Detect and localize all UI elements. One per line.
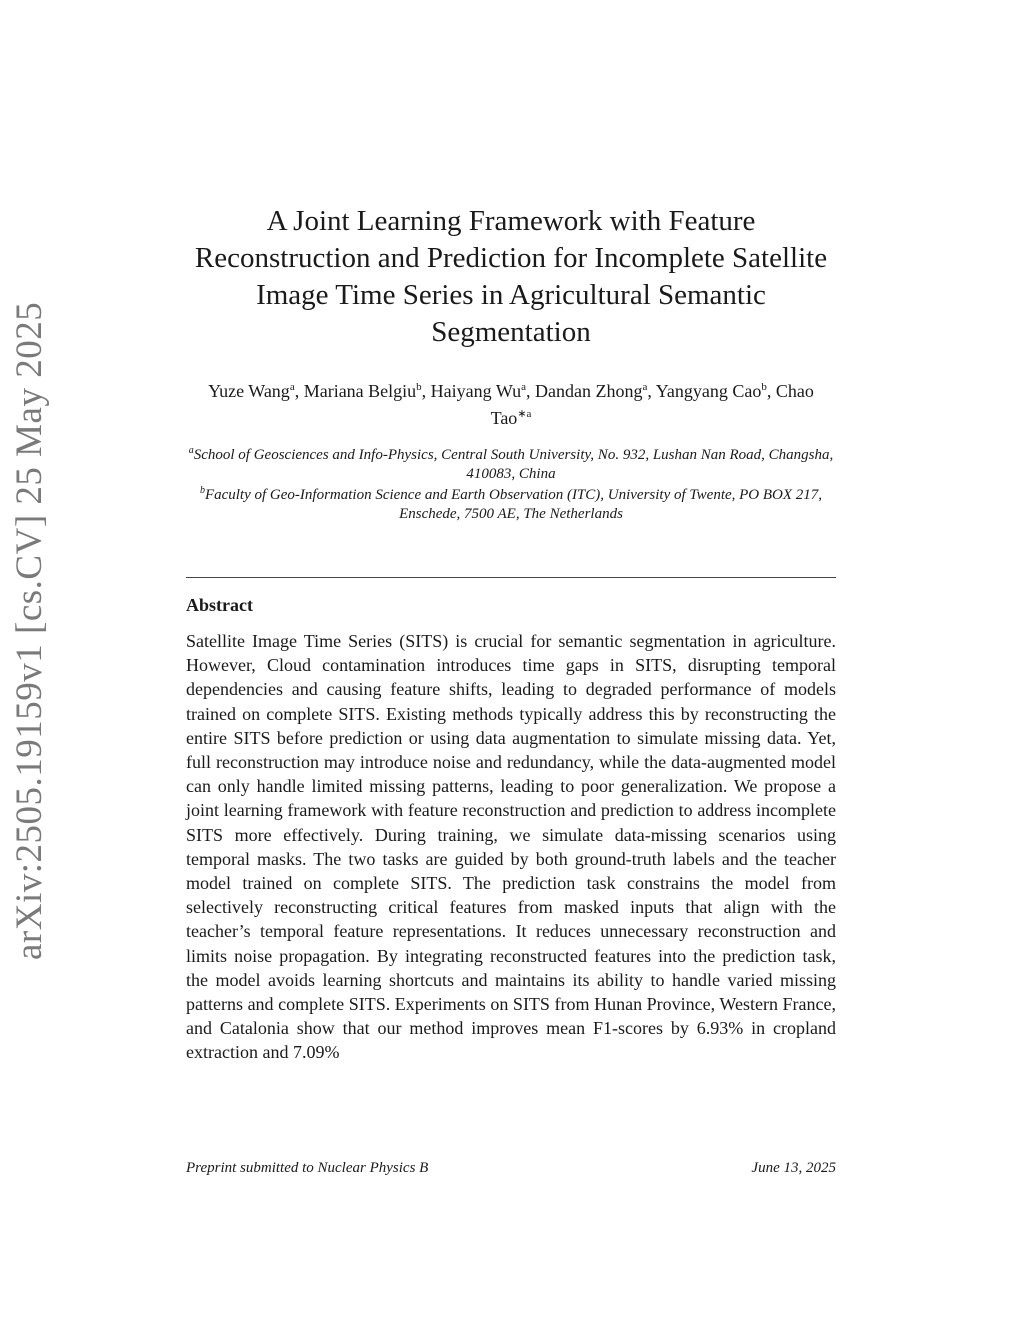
footer-date: June 13, 2025 — [751, 1160, 836, 1176]
abstract-body: Satellite Image Time Series (SITS) is crucial for semantic segmentation in agriculture. However, Cloud contamination introduces time gaps in SITS, disrupting temporal dependencies and causing feature shifts, leading to degraded performance of models trained on complete SITS. Existing methods typically address this by reconstructing the entire SITS before prediction or using data augmentation to simulate missing data. Yet, full reconstruction may introduce noise and redundancy, while the data-augmented model can only handle limited missing patterns, leading to poor generalization. We propose a joint learning framework with feature reconstruction and prediction to address incomplete SITS more effectively. During training, we simulate data-missing scenarios using temporal masks. The two tasks are guided by both ground-truth labels and the teacher model trained on complete SITS. The prediction task constrains the model from selectively reconstructing critical features from masked inputs that align with the teacher’s temporal feature representations. It reduces unnecessary reconstruction and limits noise propagation. By integrating reconstructed features into the prediction task, the model avoids learning shortcuts and maintains its ability to handle varied missing patterns and complete SITS. Experiments on SITS from Hunan Province, Western France, and Catalonia show that our method improves mean F1-scores by 6.93% in cropland extraction and 7.09% — [186, 631, 836, 1063]
author-affiliation-mark: b — [416, 381, 422, 393]
affiliation-label: a — [188, 445, 194, 456]
author-affiliation-mark: ∗a — [517, 408, 532, 420]
affiliation-text: School of Geosciences and Info-Physics, Central South University, No. 932, Lushan Nan Road, Changsha, 410083, China — [193, 447, 834, 482]
author-name: Haiyang Wu — [430, 381, 522, 401]
affiliation-a — [186, 441, 836, 484]
author-affiliation-mark: a — [289, 381, 295, 393]
arxiv-identifier-stamp: arXiv:2505.19159v1 [cs.CV] 25 May 2025 — [9, 301, 50, 960]
footer-preprint-note: Preprint submitted to Nuclear Physics B — [186, 1160, 429, 1176]
author-affiliation-mark: b — [761, 381, 767, 393]
author-affiliation-mark: a — [521, 381, 526, 393]
paper-title: A Joint Learning Framework with Feature Reconstruction and Prediction for Incomplete Satellite Image Time Series in Agricultural Semantic Segmentation — [194, 205, 828, 348]
affiliation-text: Faculty of Geo-Information Science and Earth Observation (ITC), University of Twente, PO BOX 217, Enschede, 7500 AE, The Netherlands — [204, 487, 823, 522]
abstract-divider — [186, 577, 836, 578]
author-name: Yuze Wang — [208, 381, 290, 401]
author-name: Dandan Zhong — [534, 381, 643, 401]
abstract-heading: Abstract — [186, 595, 253, 615]
author-affiliation-mark: a — [642, 381, 648, 393]
author-name: Chao Tao — [490, 381, 814, 428]
affiliation-label: b — [199, 485, 205, 496]
author-name: Mariana Belgiu — [303, 381, 417, 401]
affiliation-b — [186, 481, 836, 524]
author-list: Yuze Wang$^a$, Mariana Belgiu$^b$, Haiyang Wu$^a$, Dandan Zhong$^a$, Yangyang Cao$^b$, Chao Tao$^{∗a}$ — [208, 381, 814, 428]
author-name: Yangyang Cao — [655, 381, 762, 401]
